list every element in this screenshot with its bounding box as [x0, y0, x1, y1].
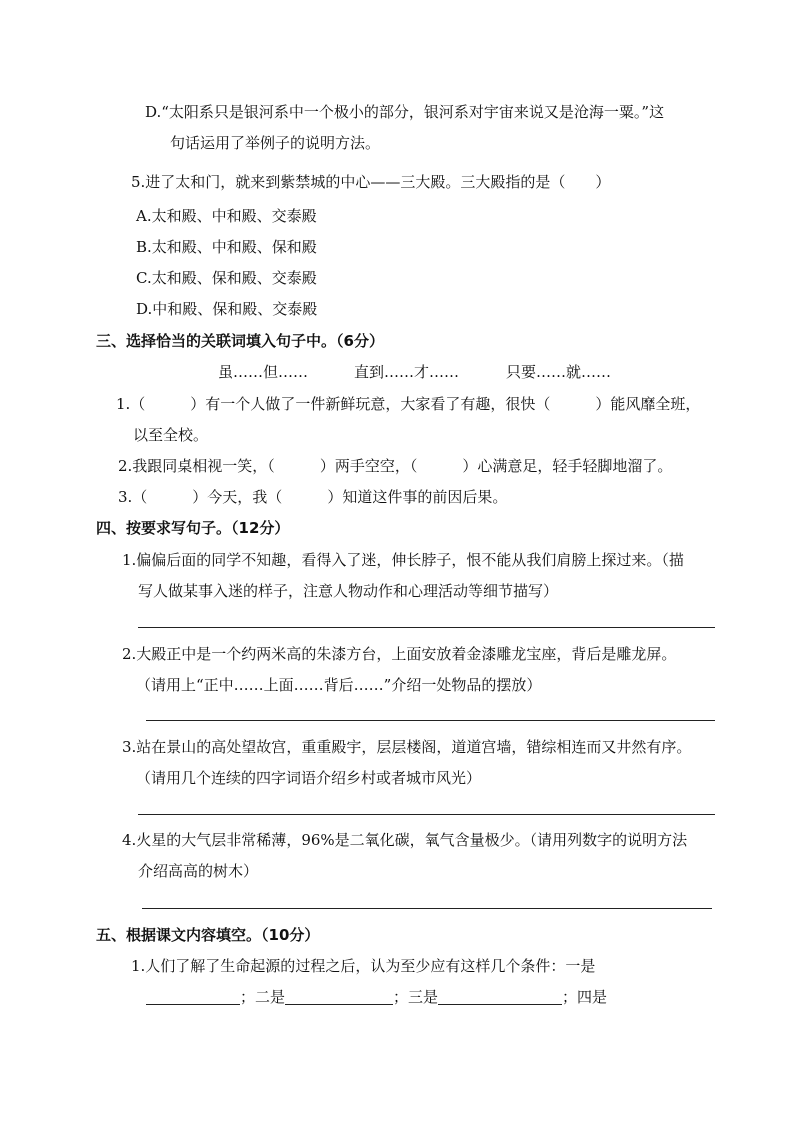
s4-q1-line2: 写人做某事入迷的样子，注意人物动作和心理活动等细节描写）	[138, 582, 559, 600]
s4-q3-line2: （请用几个连续的四字词语介绍乡村或者城市风光）	[136, 769, 482, 787]
q5-stem: 5.进了太和门，就来到紫禁城的中心——三大殿。三大殿指的是（ ）	[131, 173, 611, 191]
section4-heading: 四、按要求写句子。（12分）	[96, 519, 290, 537]
s4-q2-line2: （请用上“正中……上面……背后……”介绍一处物品的摆放）	[136, 676, 542, 694]
q4-option-d-line2: 句话运用了举例子的说明方法。	[170, 134, 381, 152]
s4-q4-answer-line[interactable]	[142, 908, 712, 909]
s4-q2-answer-line[interactable]	[146, 720, 715, 721]
s5-q1-sep1: ；二是	[240, 988, 286, 1006]
conjunction-1: 虽……但……	[218, 363, 309, 381]
q5-option-a[interactable]: A.太和殿、中和殿、交泰殿	[136, 207, 317, 225]
q4-option-d-line1: D.“太阳系只是银河系中一个极小的部分，银河系对宇宙来说又是沧海一粟。”这	[145, 103, 665, 121]
s3-q1-line1: 1.（ ）有一个人做了一件新鲜玩意，大家看了有趣，很快（ ）能风靡全班，	[116, 395, 701, 413]
s4-q3-answer-line[interactable]	[138, 814, 715, 815]
s5-q1-sep2: ；三是	[393, 988, 439, 1006]
s4-q1-line1: 1.偏偏后面的同学不知趣，看得入了迷，伸长脖子，恨不能从我们肩膀上探过来。（描	[122, 551, 684, 569]
conjunction-2: 直到……才……	[354, 363, 460, 381]
s4-q4-line1: 4.火星的大气层非常稀薄，96%是二氧化碳，氧气含量极少。（请用列数字的说明方法	[122, 831, 688, 849]
q5-option-b[interactable]: B.太和殿、中和殿、保和殿	[136, 238, 317, 256]
s5-q1-line2	[146, 987, 607, 1007]
s3-q1-line2: 以至全校。	[133, 426, 209, 444]
s4-q4-line2: 介绍高高的树木）	[138, 862, 259, 880]
s4-q1-answer-line[interactable]	[138, 627, 715, 628]
conjunction-3: 只要……就……	[506, 363, 612, 381]
s3-q3: 3.（ ）今天，我（ ）知道这件事的前因后果。	[118, 488, 508, 506]
q5-option-c[interactable]: C.太和殿、保和殿、交泰殿	[136, 269, 317, 287]
blank-1[interactable]	[146, 988, 240, 1005]
s5-q1-sep3: ；四是	[562, 988, 608, 1006]
section5-heading: 五、根据课文内容填空。（10分）	[96, 926, 320, 944]
blank-2[interactable]	[285, 988, 393, 1005]
blank-3[interactable]	[438, 988, 562, 1005]
s3-q2: 2.我跟同桌相视一笑，（ ）两手空空，（ ）心满意足，轻手轻脚地溜了。	[118, 457, 673, 475]
q5-option-d[interactable]: D.中和殿、保和殿、交泰殿	[136, 300, 318, 318]
s5-q1-line1: 1.人们了解了生命起源的过程之后，认为至少应有这样几个条件：一是	[131, 957, 596, 975]
s4-q2-line1: 2.大殿正中是一个约两米高的朱漆方台，上面安放着金漆雕龙宝座，背后是雕龙屏。	[122, 645, 677, 663]
s4-q3-line1: 3.站在景山的高处望故宫，重重殿宇，层层楼阁，道道宫墙，错综相连而又井然有序。	[122, 738, 692, 756]
section3-heading: 三、选择恰当的关联词填入句子中。（6分）	[96, 332, 384, 350]
